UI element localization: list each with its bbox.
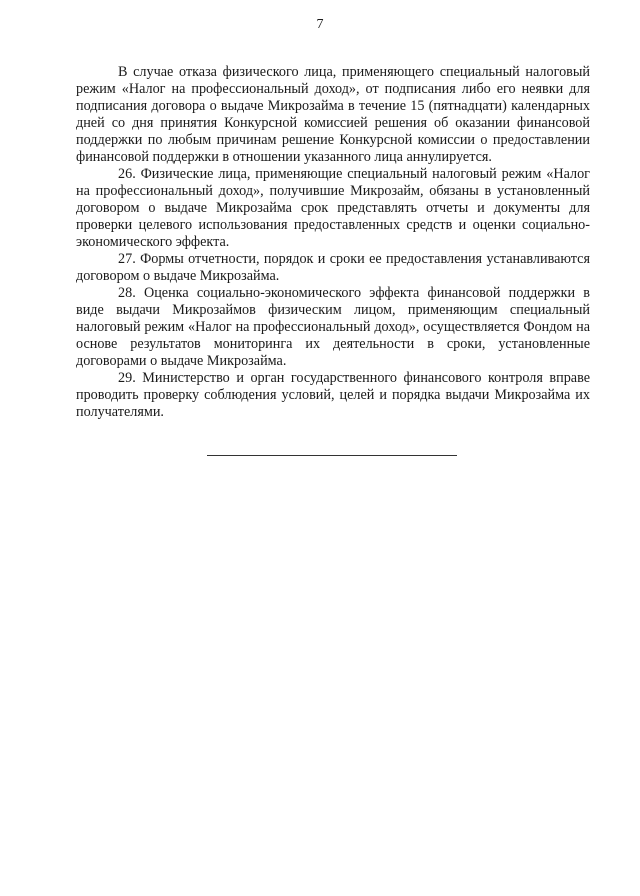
paragraph-refusal-clause: В случае отказа физического лица, применяющего специальный налоговый режим «Налог на профессиональный доход», от подписания либо его неявки для подписания договора о выдаче Микрозайма в течение 15 (пятнадцати) календарных дней со дня принятия Конкурсной комиссией решения об оказании финансовой поддержки по любым причинам решение Конкурсной комиссии о предоставлении финансовой поддержки в отношении указанного лица аннулируется. bbox=[76, 64, 590, 165]
paragraph-28: 28. Оценка социально-экономического эффекта финансовой поддержки в виде выдачи Микрозаймов физическим лицом, применяющим специальный налоговый режим «Налог на профессиональный доход», осуществляется Фондом на основе результатов мониторинга их деятельности в сроки, установленные договорами о выдаче Микрозайма. bbox=[76, 285, 590, 369]
end-of-document-rule bbox=[207, 455, 457, 456]
document-body bbox=[76, 64, 590, 421]
page-number: 7 bbox=[316, 17, 324, 32]
paragraph-29: 29. Министерство и орган государственного финансового контроля вправе проводить проверку соблюдения условий, целей и порядка выдачи Микрозайма их получателями. bbox=[76, 370, 590, 420]
paragraph-26: 26. Физические лица, применяющие специальный налоговый режим «Налог на профессиональный доход», получившие Микрозайм, обязаны в установленный договором о выдаче Микрозайма срок представлять отчеты и документы для проверки целевого использования предоставленных средств и оценки социально-экономического эффекта. bbox=[76, 166, 590, 250]
paragraph-27: 27. Формы отчетности, порядок и сроки ее предоставления устанавливаются договором о выдаче Микрозайма. bbox=[76, 251, 590, 284]
